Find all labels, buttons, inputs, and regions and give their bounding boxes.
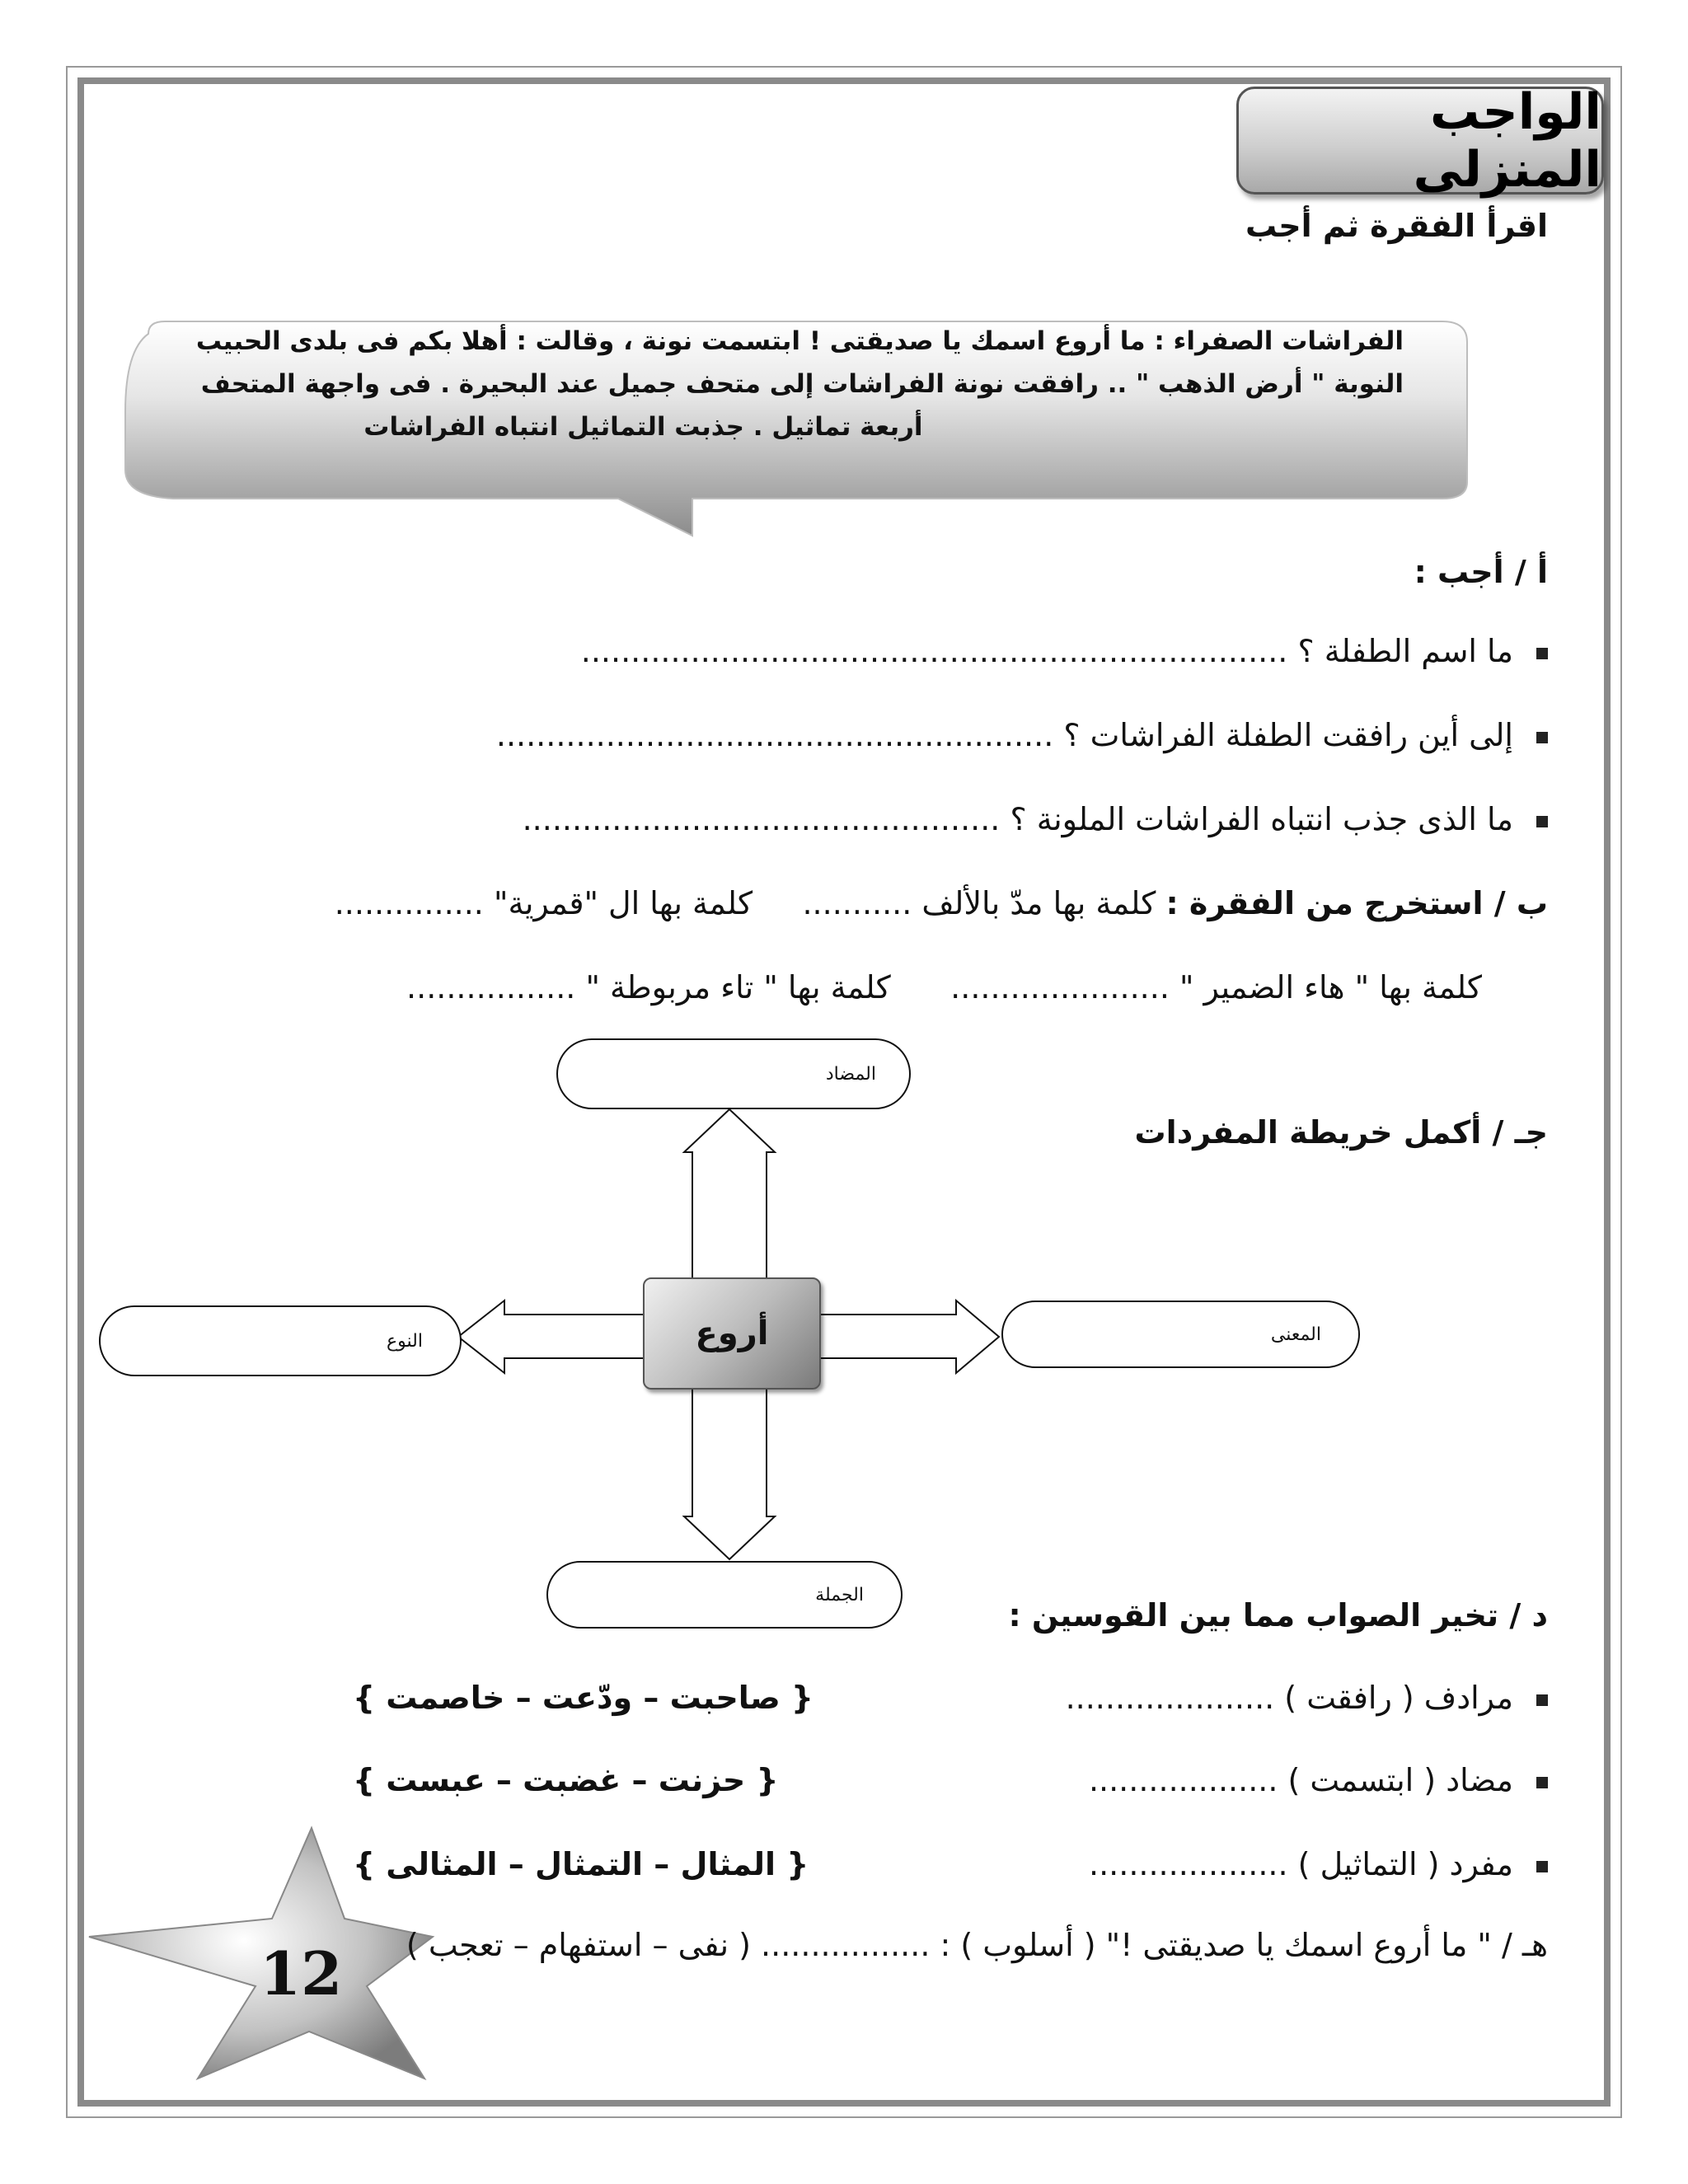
section-b-heading: ب / استخرج من الفقرة : <box>1165 885 1548 921</box>
extract-item[interactable]: كلمة بها مدّ بالألف ........... <box>802 885 1156 921</box>
map-node-label: الجملة <box>815 1584 864 1605</box>
page-number: 12 <box>260 1938 343 2008</box>
question-text: ما الذى جذب انتباه الفراشات الملونة ؟ <box>1010 801 1513 837</box>
bullet-icon <box>1536 1694 1548 1706</box>
map-node-label: النوع <box>387 1330 423 1352</box>
bullet-icon <box>1536 1777 1548 1788</box>
choice-item <box>353 1762 1548 1798</box>
question-text: إلى أين رافقت الطفلة الفراشات ؟ <box>1063 717 1513 753</box>
arrow-down <box>684 1386 775 1559</box>
map-node-label: المضاد <box>825 1063 876 1085</box>
passage-line: الفراشات الصفراء : ما أروع اسمك يا صديقتى ! ابتسمت نونة ، وقالت : أهلا بكم فى بلدى الحبيب <box>195 326 1404 356</box>
choice-item <box>353 1846 1548 1882</box>
extract-item[interactable]: كلمة بها " تاء مربوطة " ................. <box>406 969 891 1005</box>
extract-item[interactable]: كلمة بها " هاء الضمير " ...................... <box>950 969 1482 1005</box>
bullet-icon <box>1536 1861 1548 1872</box>
map-center-word: أروع <box>643 1277 821 1390</box>
answer-blank[interactable]: ....................................................................... <box>580 633 1288 669</box>
choice-question: مرادف ( رافقت ) ..................... <box>1065 1680 1513 1716</box>
extract-item[interactable]: كلمة بها ال "قمرية" ............... <box>334 885 753 921</box>
section-d-heading: د / تخير الصواب مما بين القوسين : <box>1008 1597 1548 1633</box>
map-node-label: المعنى <box>1270 1324 1321 1345</box>
map-node-type[interactable] <box>99 1305 462 1376</box>
map-node-opposite[interactable] <box>556 1038 911 1109</box>
arrow-up <box>684 1109 775 1277</box>
instruction: اقرأ الفقرة ثم أجب <box>1245 208 1548 244</box>
passage-line: النوبة " أرض الذهب " .. رافقت نونة الفراشات إلى متحف جميل عند البحيرة . فى واجهة المتحف <box>200 369 1404 399</box>
choice-options[interactable]: { صاحبت – ودّعت – خاصمت } <box>353 1680 814 1716</box>
arrow-right <box>818 1301 999 1373</box>
question-text: ما اسم الطفلة ؟ <box>1297 633 1513 669</box>
answer-blank[interactable]: ........................................................ <box>495 717 1054 753</box>
answer-blank[interactable]: ................................................ <box>522 801 1001 837</box>
section-a-heading: أ / أجب : <box>1414 554 1548 590</box>
choice-question: مفرد ( التماثيل ) .................... <box>1089 1846 1513 1882</box>
choice-item <box>353 1680 1548 1716</box>
arrow-left <box>458 1301 643 1373</box>
section-h-line[interactable]: هـ / " ما أروع اسمك يا صديقتى !" ( أسلوب ) : ................. ( نفى – استفهام – تعجب ) <box>406 1927 1548 1963</box>
section-c-heading: جـ / أكمل خريطة المفردات <box>1134 1114 1548 1151</box>
choice-options[interactable]: { حزنت – غضبت – عبست } <box>353 1762 779 1798</box>
passage-line: أربعة تماثيل . جذبت التماثيل انتباه الفراشات <box>363 412 923 442</box>
map-node-meaning[interactable] <box>1001 1301 1360 1368</box>
choice-question: مضاد ( ابتسمت ) ................... <box>1088 1762 1513 1798</box>
page-title: الواجب المنزلى <box>1236 87 1604 194</box>
choice-options[interactable]: { المثال – التمثال – المثالى } <box>353 1846 809 1882</box>
map-node-sentence[interactable] <box>546 1561 903 1629</box>
